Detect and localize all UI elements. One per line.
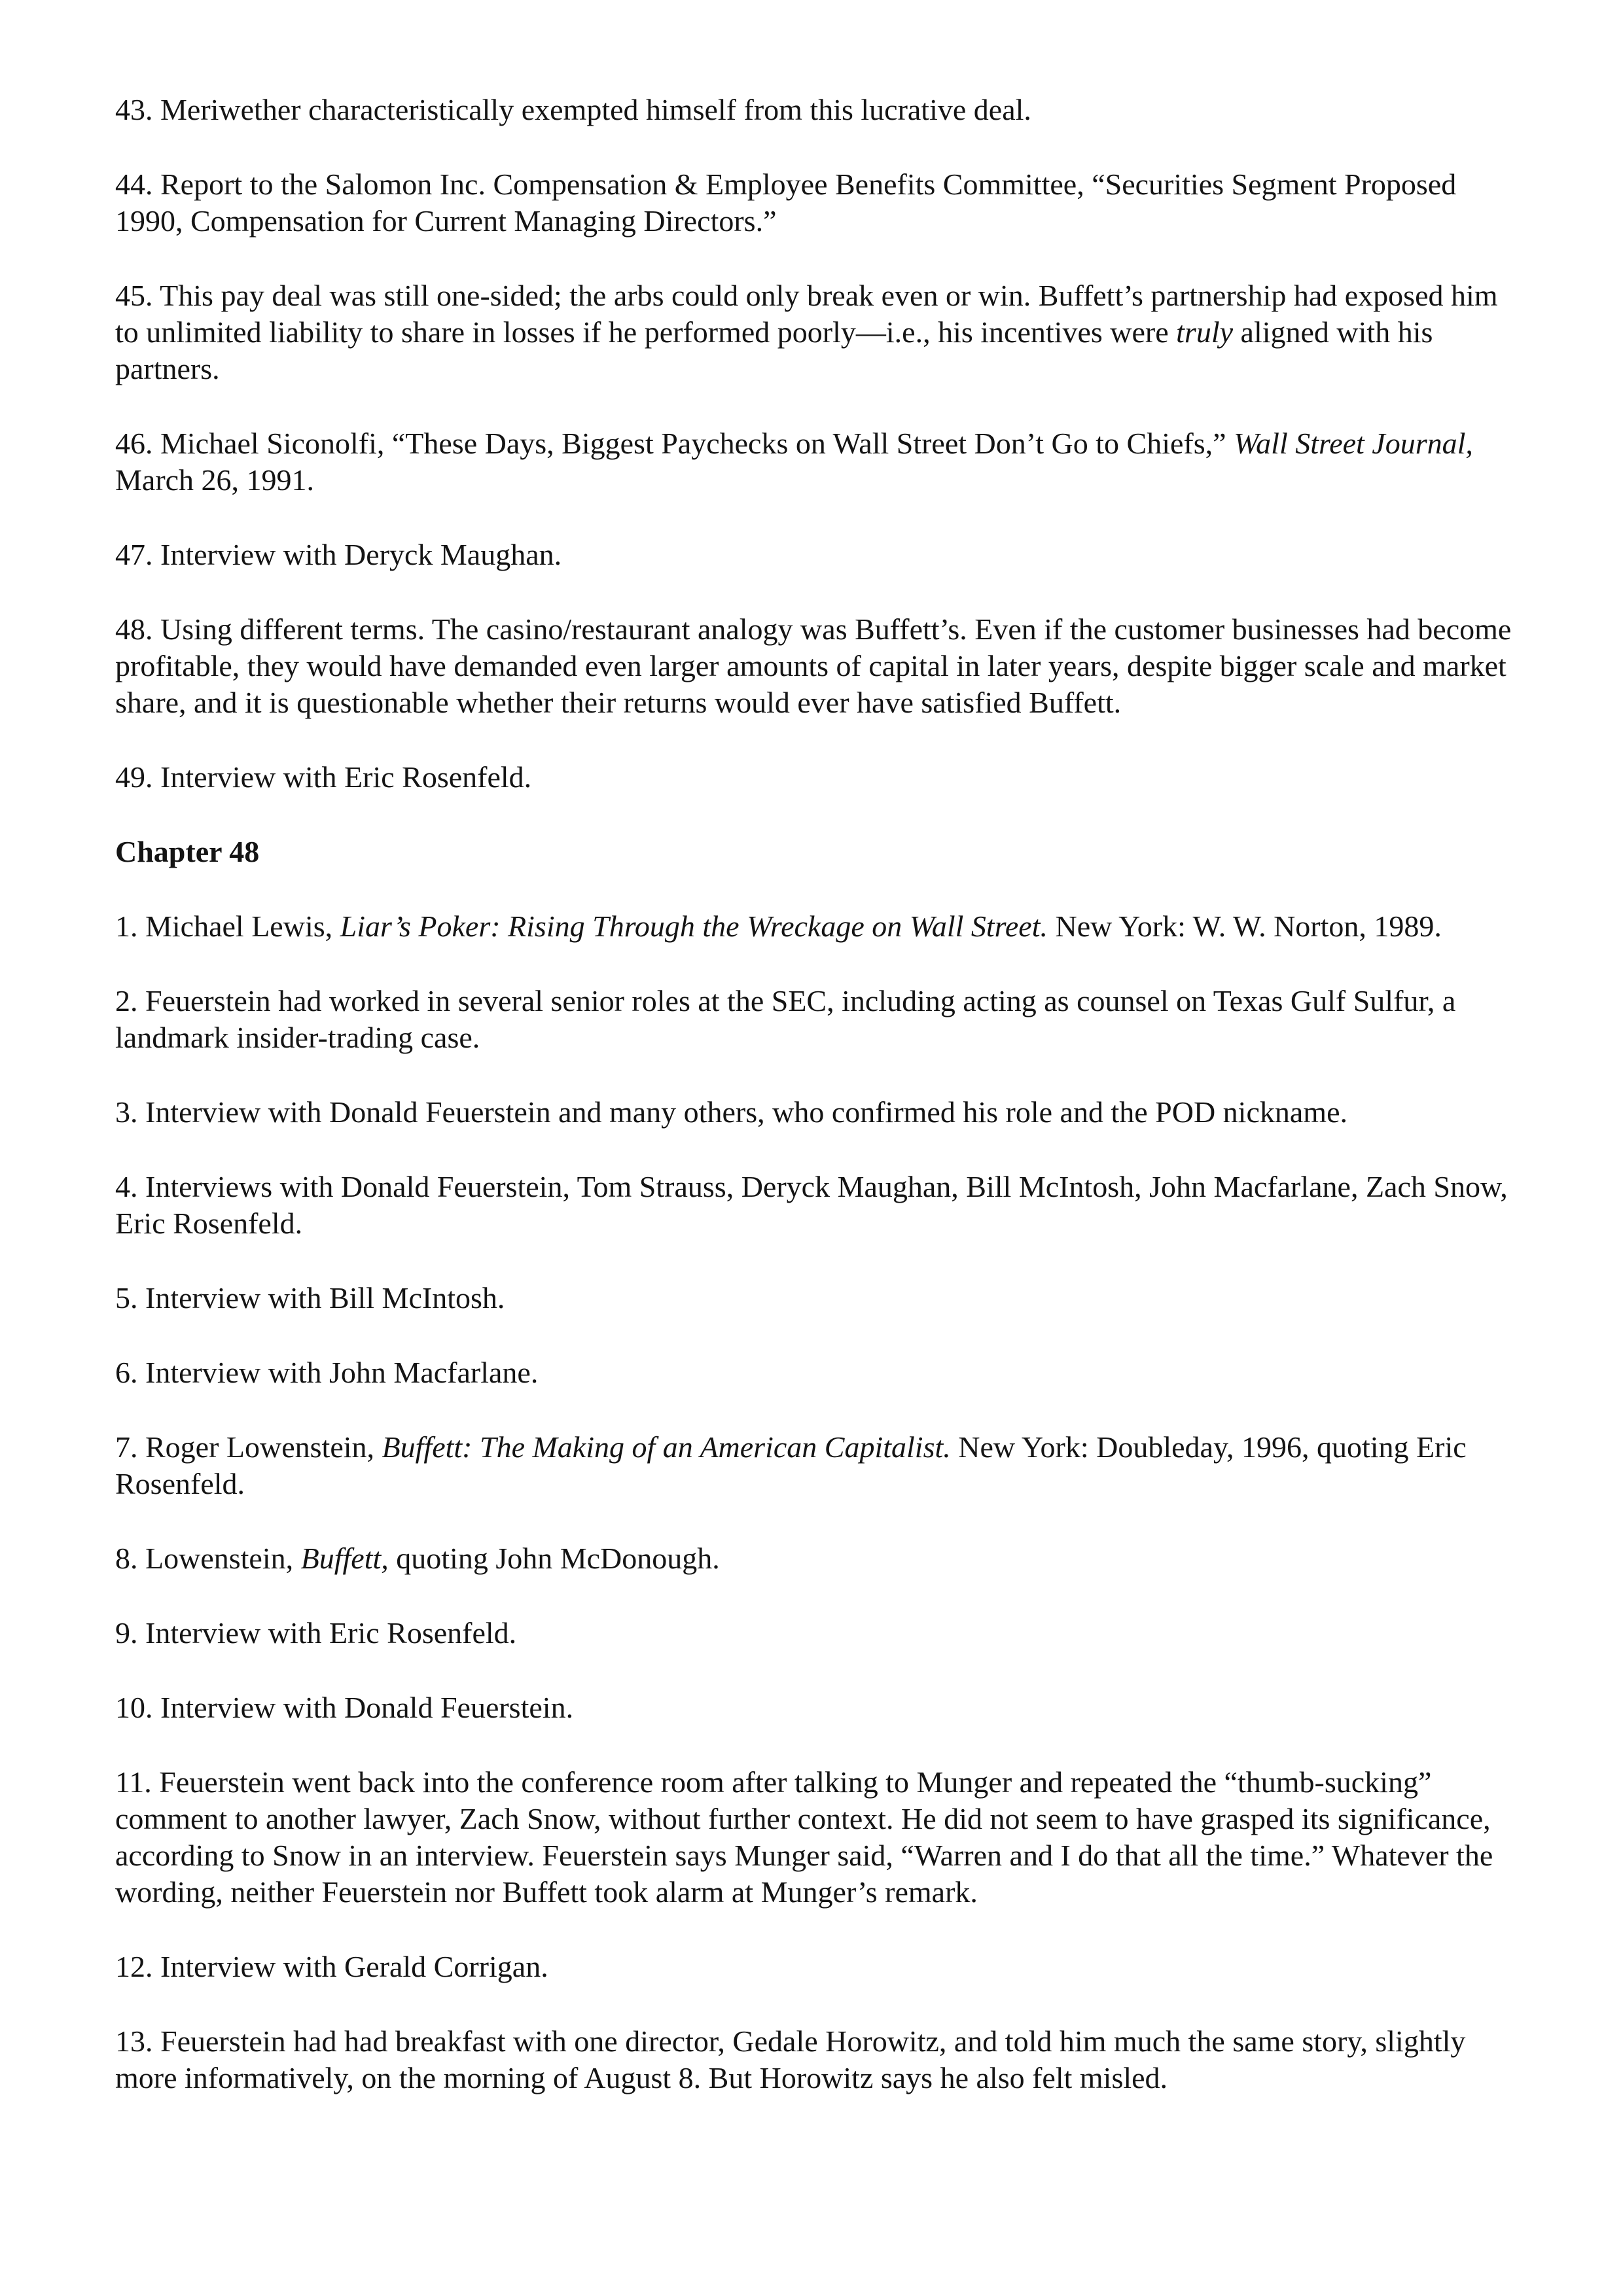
- note-text: 12. Interview with Gerald Corrigan.: [115, 1950, 548, 1983]
- note-text: 6. Interview with John Macfarlane.: [115, 1356, 539, 1389]
- note-text: 3. Interview with Donald Feuerstein and many others, who confirmed his role and the POD nickname.: [115, 1095, 1347, 1129]
- endnote: [115, 908, 1516, 945]
- italic-title-text: Buffett,: [300, 1542, 389, 1575]
- endnote: [115, 1949, 1516, 1985]
- endnote: [115, 1429, 1516, 1502]
- note-text: Chapter 48: [115, 835, 260, 868]
- italic-title-text: Buffett: The Making of an American Capitalist.: [382, 1430, 951, 1464]
- endnote: [115, 1540, 1516, 1577]
- italic-title-text: Wall Street Journal,: [1234, 427, 1473, 460]
- note-text: 13. Feuerstein had had breakfast with one director, Gedale Horowitz, and told him much the same story, slightly more informatively, on the morning of August 8. But Horowitz says he also felt misled.: [115, 2024, 1466, 2094]
- note-text: quoting John McDonough.: [388, 1542, 720, 1575]
- endnote: [115, 2023, 1516, 2096]
- note-text: March 26, 1991.: [115, 463, 315, 497]
- italic-title-text: Liar’s Poker: Rising Through the Wreckage on Wall Street.: [340, 910, 1048, 943]
- note-text: 4. Interviews with Donald Feuerstein, Tom Strauss, Deryck Maughan, Bill McIntosh, John Macfarlane, Zach Snow, Eric Rosenfeld.: [115, 1170, 1508, 1240]
- endnote: [115, 537, 1516, 573]
- endnote: [115, 983, 1516, 1056]
- endnote: [115, 1615, 1516, 1651]
- note-text: 49. Interview with Eric Rosenfeld.: [115, 760, 532, 794]
- note-text: 9. Interview with Eric Rosenfeld.: [115, 1616, 517, 1650]
- note-text: aligned with his partners.: [115, 315, 1433, 385]
- note-text: 44. Report to the Salomon Inc. Compensation & Employee Benefits Committee, “Securities Segment Proposed 1990, Compensation for Current Managing Directors.”: [115, 168, 1457, 238]
- endnote: [115, 1280, 1516, 1316]
- chapter-heading: [115, 834, 1516, 870]
- endnote: [115, 611, 1516, 721]
- endnote: [115, 1354, 1516, 1391]
- note-text: 1. Michael Lewis,: [115, 910, 340, 943]
- note-text: 11. Feuerstein went back into the conference room after talking to Munger and repeated the “thumb-sucking” comment to another lawyer, Zach Snow, without further context. He did not seem to have grasped its significance, according to Snow in an interview. Feuerstein says Munger said, “Warren and I do that all the time.” Whatever the wording, neither Feuerstein nor Buffett took alarm at Munger’s remark.: [115, 1765, 1493, 1909]
- note-text: 10. Interview with Donald Feuerstein.: [115, 1691, 574, 1724]
- note-text: New York: Doubleday, 1996, quoting Eric Rosenfeld.: [115, 1430, 1467, 1500]
- note-text: 47. Interview with Deryck Maughan.: [115, 538, 562, 571]
- endnote: [115, 1764, 1516, 1911]
- endnotes-page: [115, 92, 1516, 2134]
- note-text: New York: W. W. Norton, 1989.: [1047, 910, 1442, 943]
- note-text: 2. Feuerstein had worked in several senior roles at the SEC, including acting as counsel on Texas Gulf Sulfur, a landmark insider-trading case.: [115, 984, 1456, 1054]
- note-text: 5. Interview with Bill McIntosh.: [115, 1281, 505, 1315]
- endnote: [115, 92, 1516, 128]
- note-text: 43. Meriwether characteristically exempted himself from this lucrative deal.: [115, 93, 1031, 126]
- note-text: 46. Michael Siconolfi, “These Days, Biggest Paychecks on Wall Street Don’t Go to Chiefs,”: [115, 427, 1234, 460]
- note-text: 45. This pay deal was still one-sided; the arbs could only break even or win. Buffett’s partnership had exposed him to unlimited liability to share in losses if he performed poorly—i.e., his incentives were: [115, 279, 1498, 349]
- endnote: [115, 166, 1516, 239]
- note-text: 7. Roger Lowenstein,: [115, 1430, 382, 1464]
- italic-title-text: truly: [1176, 315, 1234, 349]
- note-text: 48. Using different terms. The casino/restaurant analogy was Buffett’s. Even if the customer businesses had become profitable, they would have demanded even larger amounts of capital in later years, despite bigger scale and market share, and it is questionable whether their returns would ever have satisfied Buffett.: [115, 612, 1512, 719]
- endnote: [115, 425, 1516, 499]
- endnote: [115, 1169, 1516, 1242]
- endnote: [115, 277, 1516, 387]
- endnote: [115, 1689, 1516, 1726]
- endnote: [115, 1094, 1516, 1131]
- note-text: 8. Lowenstein,: [115, 1542, 301, 1575]
- endnote: [115, 759, 1516, 796]
